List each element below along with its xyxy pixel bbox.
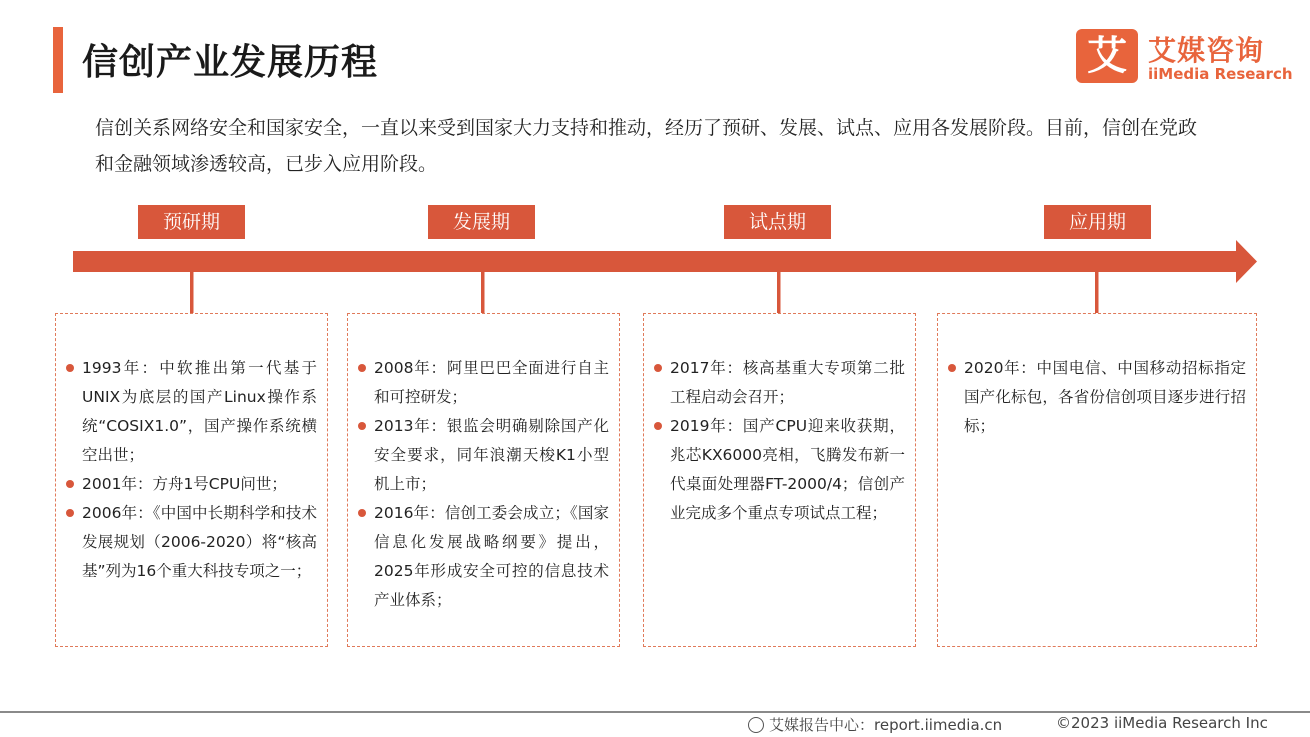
list-item: 2013年：银监会明确剔除国产化安全要求，同年浪潮天梭K1小型机上市； [358, 412, 609, 499]
phase-tag-research: 预研期 [138, 205, 245, 239]
bullet-icon [948, 364, 956, 372]
bullet-icon [654, 422, 662, 430]
list-item: 2006年：《中国中长期科学和技术发展规划（2006-2020）将“核高基”列为16个重大科技专项之一； [66, 499, 317, 586]
list-item: 2001年：方舟1号CPU问世； [66, 470, 317, 499]
footer-divider [0, 711, 1310, 713]
phase-box-pilot [643, 313, 916, 647]
bullet-icon [358, 509, 366, 517]
bullet-icon [66, 509, 74, 517]
connector-4 [1095, 272, 1099, 313]
list-item: 2019年：国产CPU迎来收获期，兆芯KX6000亮相，飞腾发布新一代桌面处理器FT-2000/4；信创产业完成多个重点专项试点工程； [654, 412, 905, 528]
page-title: 信创产业发展历程 [82, 42, 379, 83]
globe-icon [748, 717, 764, 733]
connector-1 [190, 272, 194, 313]
footer-source [748, 714, 1002, 735]
phase-box-application [937, 313, 1257, 647]
intro-paragraph: 信创关系网络安全和国家安全，一直以来受到国家大力支持和推动，经历了预研、发展、试点、应用各发展阶段。目前，信创在党政和金融领域渗透较高，已步入应用阶段。 [95, 117, 1198, 175]
logo-en-text: iiMedia Research [1148, 65, 1293, 83]
timeline-shaft [73, 251, 1238, 272]
logo-cn-text: 艾媒咨询 [1148, 34, 1265, 67]
footer-source-text: 艾媒报告中心：report.iimedia.cn [769, 716, 1003, 734]
bullet-icon [654, 364, 662, 372]
phase-tag-development: 发展期 [428, 205, 535, 239]
connector-2 [481, 272, 485, 313]
list-item: 2016年：信创工委会成立；《国家信息化发展战略纲要》提出，2025年形成安全可控的信息技术产业体系； [358, 499, 609, 615]
bullet-icon [66, 364, 74, 372]
list-item: 2020年：中国电信、中国移动招标指定国产化标包，各省份信创项目逐步进行招标； [948, 354, 1246, 441]
footer-copyright: ©2023 iiMedia Research Inc [1056, 714, 1268, 732]
timeline-arrow [0, 0, 1310, 320]
phase-tag-pilot: 试点期 [724, 205, 831, 239]
list-item: 2017年：核高基重大专项第二批工程启动会召开； [654, 354, 905, 412]
logo-mark: 艾 [1076, 29, 1138, 83]
phase-tag-application: 应用期 [1044, 205, 1151, 239]
phase-box-development [347, 313, 620, 647]
timeline-arrowhead [1236, 240, 1257, 283]
connector-3 [777, 272, 781, 313]
list-item: 1993年：中软推出第一代基于UNIX为底层的国产Linux操作系统“COSIX1.0”，国产操作系统横空出世； [66, 354, 317, 470]
bullet-icon [358, 422, 366, 430]
list-item: 2008年：阿里巴巴全面进行自主和可控研发； [358, 354, 609, 412]
phase-box-research [55, 313, 328, 647]
bullet-icon [66, 480, 74, 488]
bullet-icon [358, 364, 366, 372]
